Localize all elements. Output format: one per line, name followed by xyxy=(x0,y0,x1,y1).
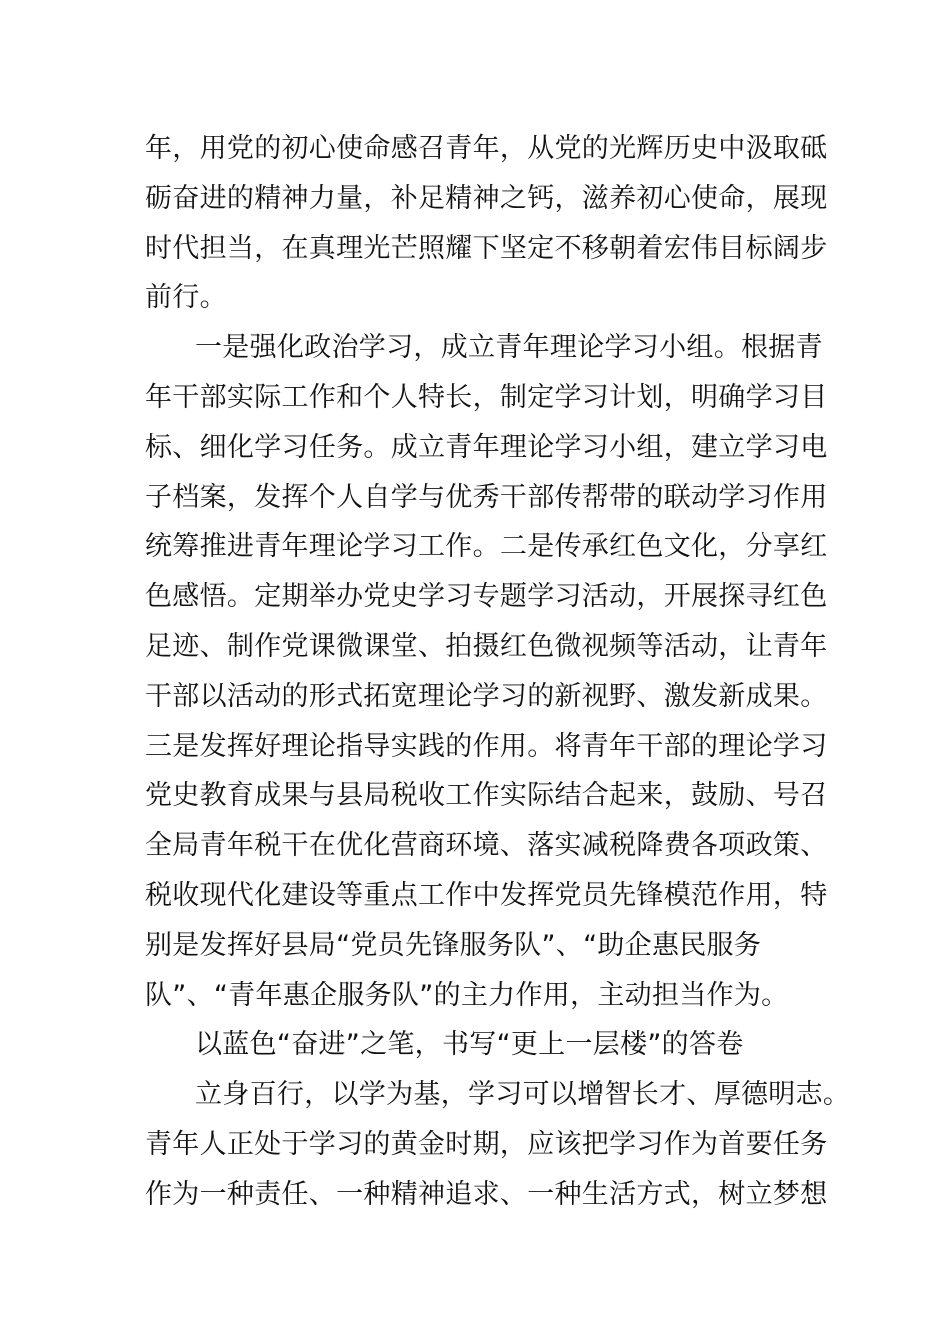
text-line: 统筹推进青年理论学习工作。二是传承红色文化，分享红 xyxy=(145,531,828,563)
text-line: 年，用党的初心使命感召青年，从党的光辉历史中汲取砥 xyxy=(145,133,828,164)
paragraph-start-line: 一是强化政治学习，成立青年理论学习小组。根据青 xyxy=(195,332,823,364)
text-line: 税收现代化建设等重点工作中发挥党员先锋模范作用，特 xyxy=(145,879,828,911)
paragraph-start-line: 立身百行，以学为基，学习可以增智长才、厚德明志。 xyxy=(195,1079,851,1111)
text-line: 队”、“青年惠企服务队”的主力作用，主动担当作为。 xyxy=(145,979,789,1011)
text-line: 年干部实际工作和个人特长，制定学习计划，明确学习目 xyxy=(145,381,828,413)
text-line: 砺奋进的精神力量，补足精神之钙，滋养初心使命，展现 xyxy=(145,182,828,214)
text-line: 全局青年税干在优化营商环境、落实减税降费各项政策、 xyxy=(145,830,828,862)
document-body xyxy=(145,124,851,1220)
text-line: 干部以活动的形式拓宽理论学习的新视野、激发新成果。 xyxy=(145,680,828,712)
text-line: 别是发挥好县局“党员先锋服务队”、“助企惠民服务 xyxy=(145,929,762,961)
text-line: 足迹、制作党课微课堂、拍摄红色微视频等活动，让青年 xyxy=(145,630,828,662)
text-line: 色感悟。定期举办党史学习专题学习活动，开展探寻红色 xyxy=(145,581,828,613)
section-heading: 以蓝色“奋进”之笔，书写“更上一层楼”的答卷 xyxy=(195,1029,744,1061)
text-line: 前行。 xyxy=(145,282,227,314)
text-line: 三是发挥好理论指导实践的作用。将青年干部的理论学习 xyxy=(145,730,828,762)
text-line: 时代担当，在真理光芒照耀下坚定不移朝着宏伟目标阔步 xyxy=(145,232,828,264)
text-line: 青年人正处于学习的黄金时期，应该把学习作为首要任务 xyxy=(145,1128,828,1160)
text-line: 作为一种责任、一种精神追求、一种生活方式，树立梦想 xyxy=(145,1178,828,1210)
text-line: 子档案，发挥个人自学与优秀干部传帮带的联动学习作用 xyxy=(145,481,828,513)
text-line: 标、细化学习任务。成立青年理论学习小组，建立学习电 xyxy=(145,431,828,463)
text-line: 党史教育成果与县局税收工作实际结合起来，鼓励、号召 xyxy=(145,780,828,812)
